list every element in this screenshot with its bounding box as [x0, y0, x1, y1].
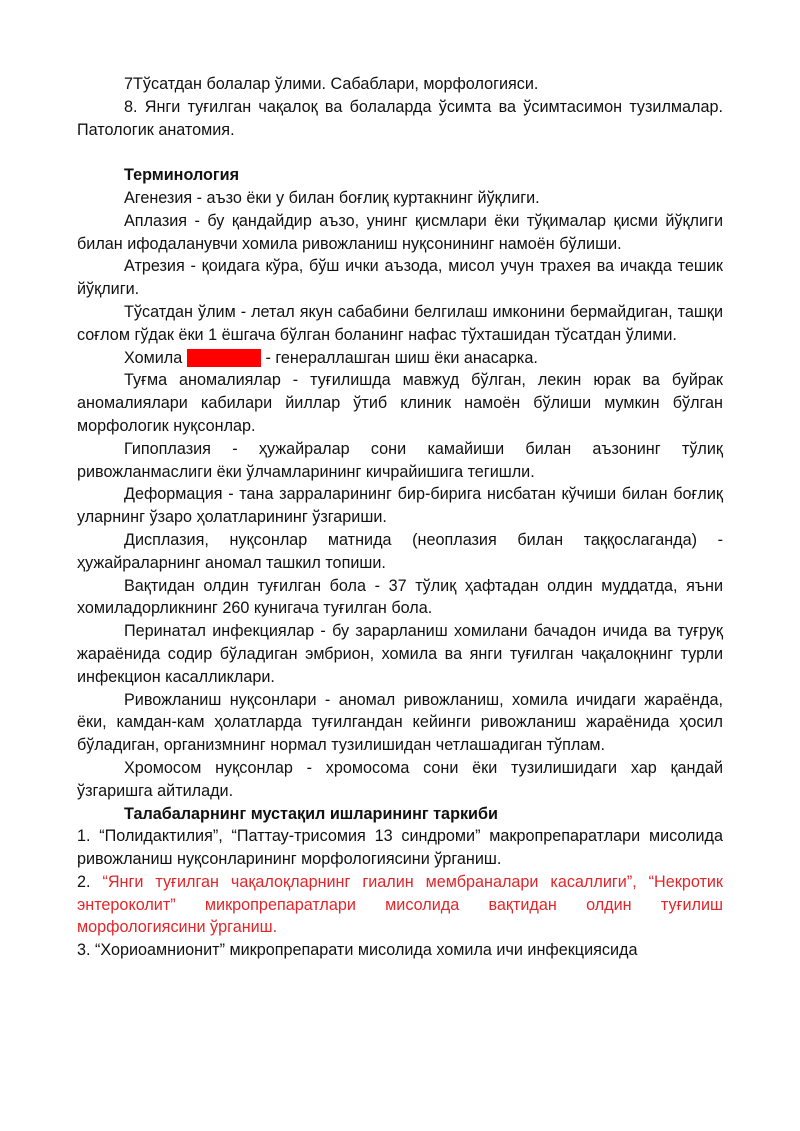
term-developmental-defects: Ривожланиш нуқсонлари - аномал ривожланиш, хомила ичидаги жараёнда, ёки, камдан-кам ҳолатларда туғилгандан кейинги ривожланиш жараёнида ҳосил бўладиган, организмнинг нормал тузилишидан четлашадиган тўплам. [77, 690, 723, 755]
highlighted-word: исхисхоги [186, 348, 261, 367]
terminology-heading: Терминология [124, 166, 240, 185]
term-agenesis: Агенезия - аъзо ёки у билан боғлиқ куртакнинг йўқлиги. [124, 188, 540, 207]
independent-work-heading: Талабаларнинг мустақил ишларининг таркиби [124, 804, 498, 823]
topic-item-8: 8. Янги туғилган чақалоқ ва болаларда ўсимта ва ўсимтасимон тузилмалар. Патологик анатомия. [77, 97, 723, 139]
task-item-2-number: 2. [77, 872, 103, 891]
term-dysplasia: Дисплазия, нуқсонлар матнида (неоплазия билан таққослаганда) - ҳужайраларнинг аномал ташкил топиши. [77, 530, 723, 572]
task-item-2 [77, 871, 723, 939]
term-hydrops [77, 347, 723, 370]
topic-item-7: 7Тўсатдан болалар ўлими. Сабаблари, морфологияси. [124, 75, 539, 93]
term-chromosomal-defects: Хромосом нуқсонлар - хромосома сони ёки тузилишидаги хар қандай ўзгаришга айтилади. [77, 758, 723, 800]
document-page [77, 73, 723, 962]
term-congenital-anomalies: Туғма аномалиялар - туғилишда мавжуд бўлган, лекин юрак ва буйрак аномалиялари кабилари йиллар ўтиб клиник намоён бўлиши мумкин бўлган морфологик нуқсонлар. [77, 371, 723, 435]
term-aplasia: Аплазия - бу қандайдир аъзо, унинг қисмлари ёки тўқималар қисми йўқлиги билан ифодаланувчи хомила ривожланиш нуқсонининг намоён бўлиши. [77, 211, 723, 253]
term-preterm: Вақтидан олдин туғилган бола - 37 тўлиқ ҳафтадан олдин муддатда, яъни хомиладорликнинг 260 кунигача туғилган бола. [77, 576, 723, 618]
term-deformation: Деформация - тана зарраларининг бир-бирига нисбатан кўчиши билан боғлиқ уларнинг ўзаро ҳолатларининг ўзгариши. [77, 485, 723, 527]
term-atresia: Атрезия - қоидага кўра, бўш ички аъзода, мисол учун трахея ва ичакда тешик йўқлиги. [77, 257, 723, 299]
task-item-2-text: “Янги туғилган чақалоқларнинг гиалин мембраналари касаллиги”, “Некротик энтероколит” микропрепаратлари мисолида вақтидан олдин туғилиш морфологиясини ўрганиш. [77, 872, 724, 937]
term-hydrops-start: Хомила [124, 348, 187, 367]
task-item-1: 1. “Полидактилия”, “Паттау-трисомия 13 синдроми” макропрепаратлари мисолида ривожланиш нуқсонларининг морфологиясини ўрганиш. [77, 827, 723, 869]
task-item-3: 3. “Хориоамнионит” микропрепарати мисолида хомила ичи инфекциясида [77, 941, 638, 960]
term-perinatal-infections: Перинатал инфекциялар - бу зарарланиш хомилани бачадон ичида ва туғруқ жараёнида содир бўладиган эмбрион, хомила ва янги туғилган чақалоқнинг турли инфекцион касалликлари. [77, 622, 723, 686]
term-sudden-death: Тўсатдан ўлим - летал якун сабабини белгилаш имконини бермайдиган, ташқи соғлом гўдак ёки 1 ёшгача бўлган боланинг нафас тўхташидан тўсатдан ўлими. [77, 302, 723, 344]
term-hydrops-end: - генераллашган шиш ёки анасарка. [260, 348, 538, 367]
term-hypoplasia: Гипоплазия - ҳужайралар сони камайиши билан аъзонинг тўлиқ ривожланмаслиги ёки ўлчамларининг кичрайишига тегишли. [77, 439, 723, 481]
